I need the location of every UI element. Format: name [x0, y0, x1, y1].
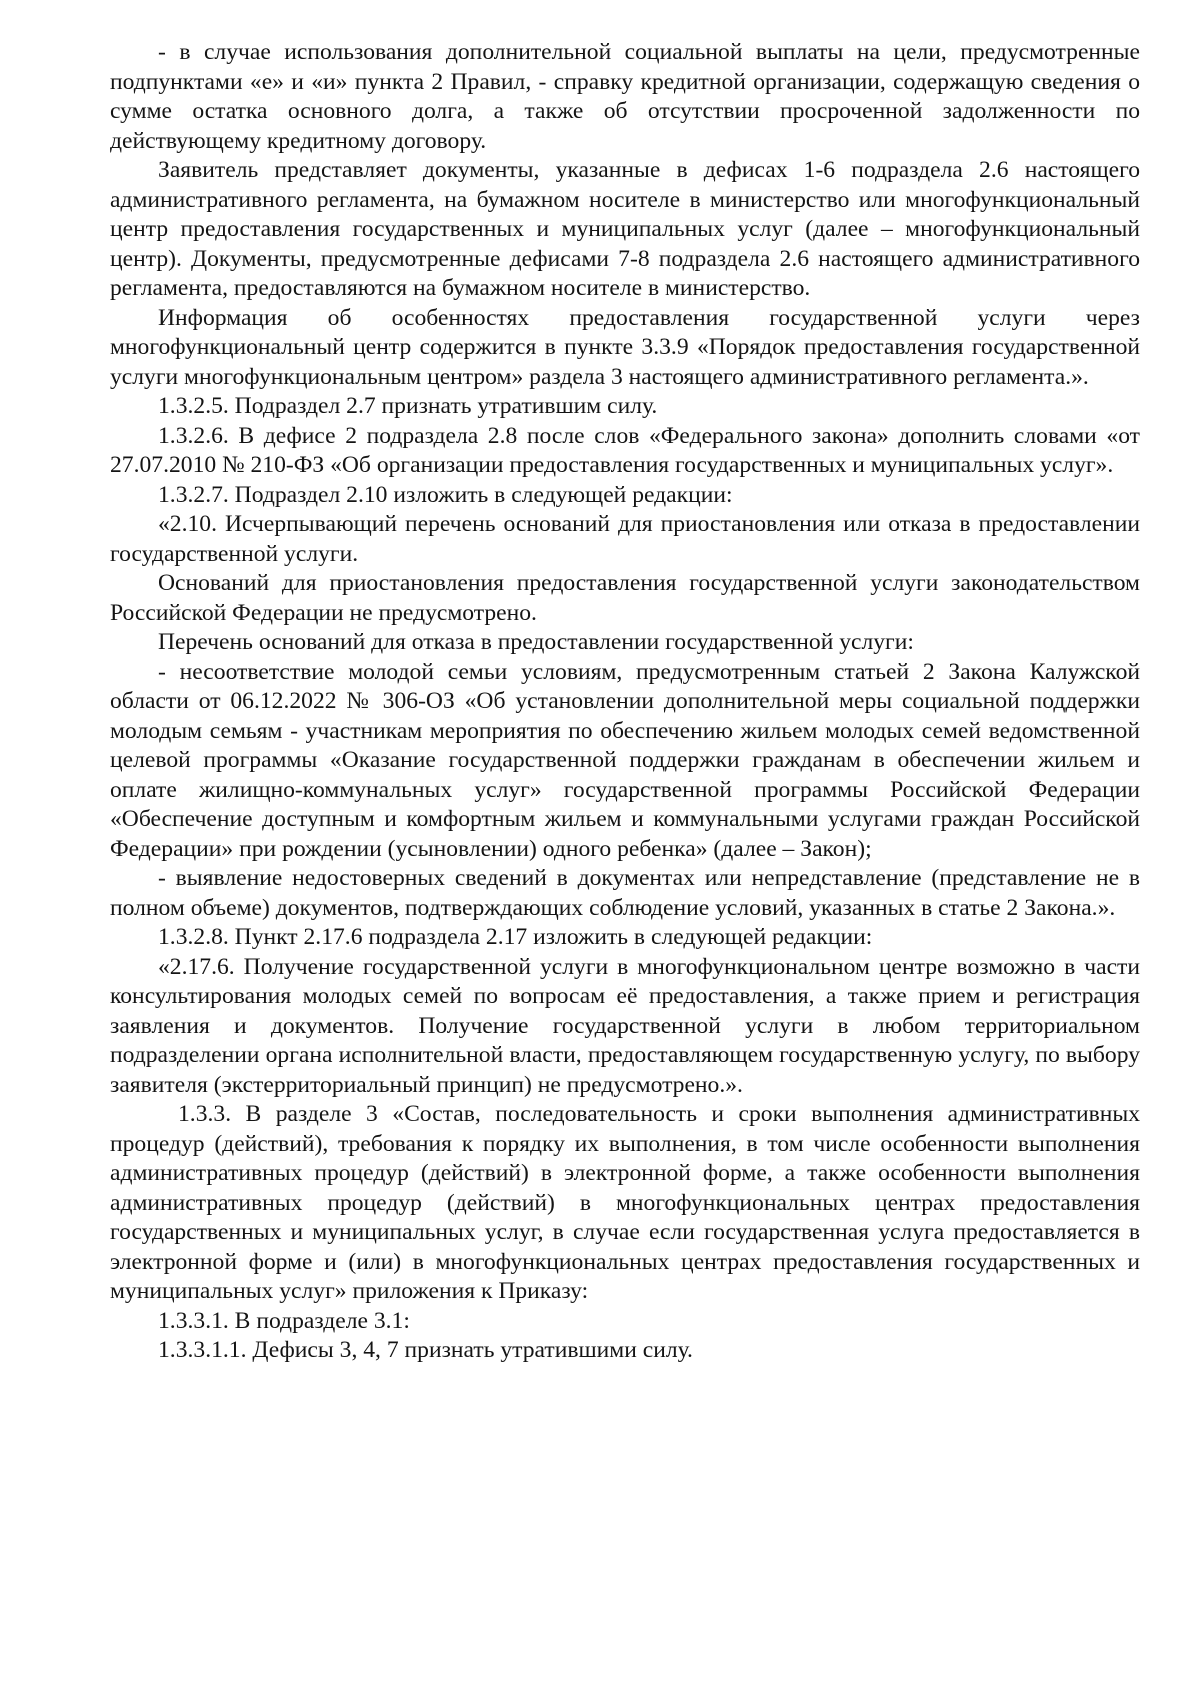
paragraph-mfc-info: Информация об особенностях предоставления государственной услуги через многофункциональный центр содержится в пункте 3.3.9 «Порядок предоставления государственной услуги многофункциональным центром» раздела 3 настоящего административного регламента.». [110, 304, 1140, 390]
paragraph-credit-certificate: - в случае использования дополнительной социальной выплаты на цели, предусмотренные подпунктами «е» и «и» пункта 2 Правил, - справку кредитной организации, содержащую сведения о сумме остатка основного долга, а также об отсутствии просроченной задолженности по действующему кредитному договору. [110, 39, 1140, 154]
paragraph-2-17-6: «2.17.6. Получение государственной услуги в многофункциональном центре возможно в части консультирования молодых семей по вопросам её предоставления, а также прием и регистрация заявления и документов. Получение государственной услуги в любом территориальном подразделении органа исполнительной власти, предоставляющем государственную услугу, по выбору заявителя (экстерриториальный принцип) не предусмотрено.». [110, 953, 1140, 1098]
paragraph-2-10-title: «2.10. Исчерпывающий перечень оснований для приостановления или отказа в предоставлении государственной услуги. [110, 511, 1140, 567]
paragraph-refusal-item-1: - несоответствие молодой семьи условиям, предусмотренным статьей 2 Закона Калужской области от 06.12.2022 № 306-ОЗ «Об установлении дополнительной меры социальной поддержки молодым семьям - участникам мероприятия по обеспечению жильем молодых семей ведомственной целевой программы «Оказание государственной поддержки гражданам в обеспечении жильем и оплате жилищно-коммунальных услуг» государственной программы Российской Федерации «Обеспечение доступным и комфортным жильем и коммунальными услугами граждан Российской Федерации» при рождении (усыновлении) одного ребенка» (далее – Закон); [110, 658, 1140, 862]
paragraph-1-3-3-1: 1.3.3.1. В подразделе 3.1: [158, 1307, 410, 1334]
paragraph-1-3-2-5: 1.3.2.5. Подраздел 2.7 признать утратившим силу. [158, 393, 658, 419]
paragraph-1-3-2-6: 1.3.2.6. В дефисе 2 подраздела 2.8 после слов «Федерального закона» дополнить словами «от 27.07.2010 № 210-ФЗ «Об организации предоставления государственных и муниципальных услуг». [110, 422, 1140, 478]
paragraph-refusal-list: Перечень оснований для отказа в предоставлении государственной услуги: [158, 629, 914, 655]
paragraph-1-3-3-1-1: 1.3.3.1.1. Дефисы 3, 4, 7 признать утратившими силу. [158, 1337, 693, 1363]
paragraph-applicant-documents: Заявитель представляет документы, указанные в дефисах 1-6 подраздела 2.6 настоящего административного регламента, на бумажном носителе в министерство или многофункциональный центр предоставления государственных и муниципальных услуг (далее – многофункциональный центр). Документы, предусмотренные дефисами 7-8 подраздела 2.6 настоящего административного регламента, предоставляются на бумажном носителе в министерство. [110, 157, 1140, 301]
paragraph-1-3-2-8: 1.3.2.8. Пункт 2.17.6 подраздела 2.17 изложить в следующей редакции: [158, 924, 873, 950]
paragraph-no-suspension: Оснований для приостановления предоставления государственной услуги законодательством Российской Федерации не предусмотрено. [110, 570, 1140, 626]
paragraph-1-3-3: 1.3.3. В разделе 3 «Состав, последовательность и сроки выполнения административных процедур (действий), требования к порядку их выполнения, в том числе особенности выполнения административных процедур (действий) в электронной форме, а также особенности выполнения административных процедур (действий) в многофункциональных центрах предоставления государственных и муниципальных услуг, в случае если государственная услуга предоставляется в электронной форме и (или) в многофункциональных центрах предоставления государственных и муниципальных услуг» приложения к Приказу: [110, 1101, 1140, 1304]
paragraph-1-3-2-7: 1.3.2.7. Подраздел 2.10 изложить в следующей редакции: [158, 481, 733, 508]
paragraph-refusal-item-2: - выявление недостоверных сведений в документах или непредставление (представление не в полном объеме) документов, подтверждающих соблюдение условий, указанных в статье 2 Закона.». [110, 865, 1140, 921]
